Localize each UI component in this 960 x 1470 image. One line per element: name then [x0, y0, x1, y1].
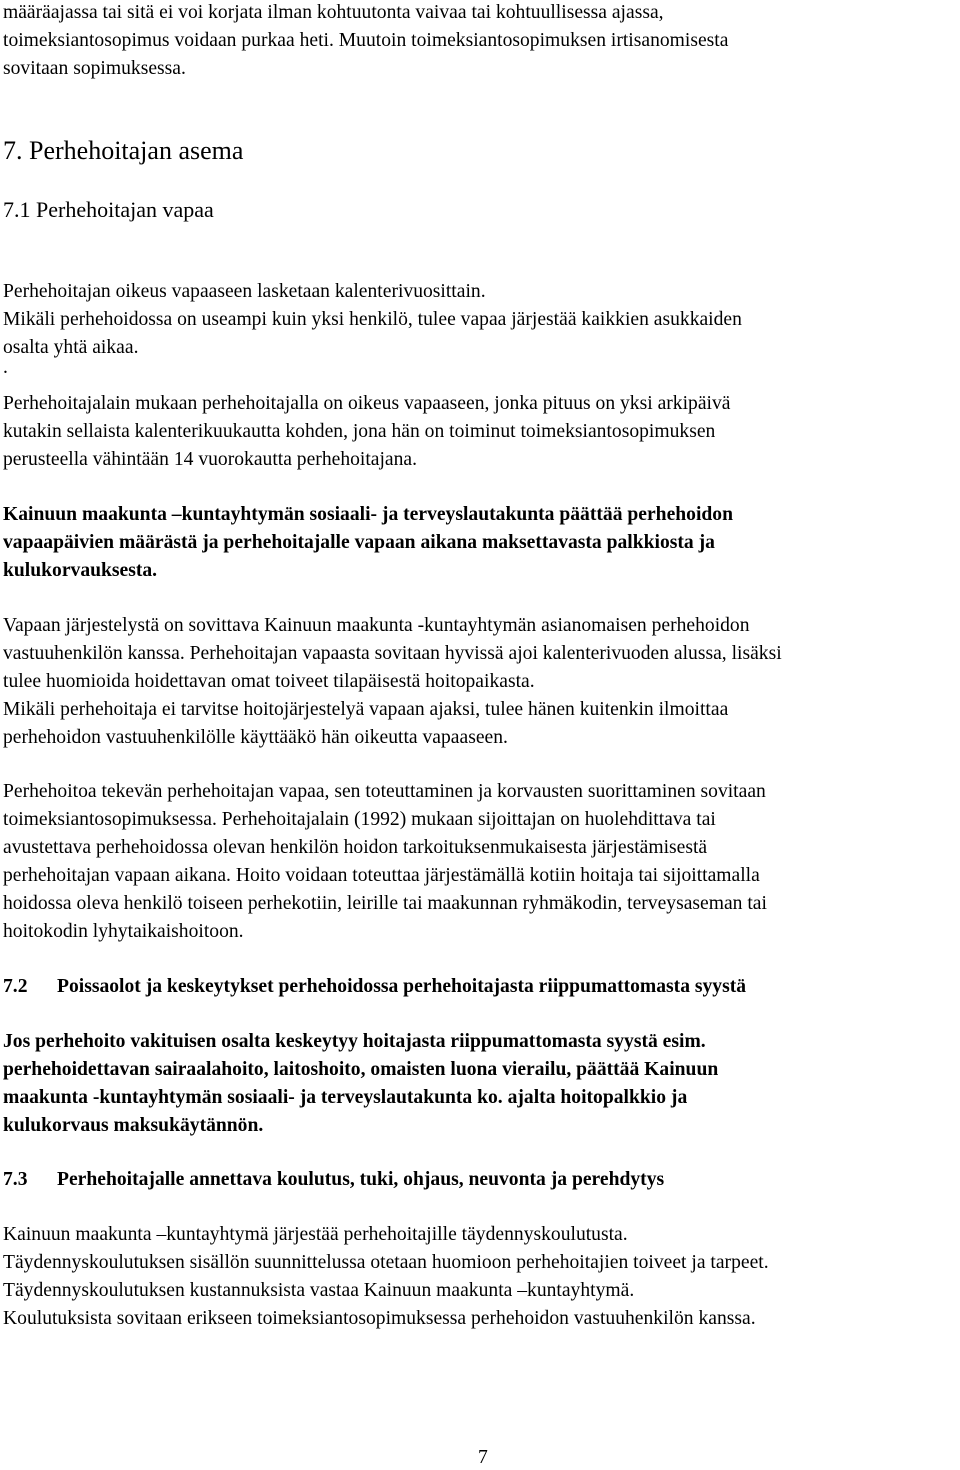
section-7-2-heading — [3, 975, 746, 999]
paragraph-line: hoitokodin lyhytaikaishoitoon. — [3, 921, 244, 942]
paragraph-line: Vapaan järjestelystä on sovittava Kainuun maakunta -kuntayhtymän asianomaisen perhehoidon — [3, 615, 750, 636]
page-number: 7 — [478, 1447, 488, 1468]
paragraph-line: avustettava perhehoidossa olevan henkilön hoidon tarkoituksenmukaisesta järjestämisestä — [3, 837, 708, 858]
bold-paragraph-line: maakunta -kuntayhtymän sosiaali- ja terveyslautakunta ko. ajalta hoitopalkkio ja — [3, 1087, 688, 1108]
paragraph-line: Mikäli perhehoidossa on useampi kuin yksi henkilö, tulee vapaa järjestää kaikkien asukkaiden — [3, 309, 742, 330]
paragraph-line: Perhehoitajan oikeus vapaaseen lasketaan kalenterivuosittain. — [3, 281, 486, 302]
paragraph-line: Kainuun maakunta –kuntayhtymä järjestää perhehoitajille täydennyskoulutusta. — [3, 1224, 628, 1245]
paragraph-line: Täydennyskoulutuksen kustannuksista vastaa Kainuun maakunta –kuntayhtymä. — [3, 1280, 635, 1301]
paragraph-line: perusteella vähintään 14 vuorokautta perhehoitajana. — [3, 449, 418, 470]
paragraph-line: Täydennyskoulutuksen sisällön suunnittelussa otetaan huomioon perhehoitajien toiveet ja tarpeet. — [3, 1252, 769, 1273]
intro-line: sovitaan sopimuksessa. — [3, 58, 186, 79]
paragraph-line: Koulutuksista sovitaan erikseen toimeksiantosopimuksessa perhehoidon vastuuhenkilön kanssa. — [3, 1308, 756, 1329]
paragraph-line: kutakin sellaista kalenterikuukautta kohden, jona hän on toiminut toimeksiantosopimuksen — [3, 421, 716, 442]
section-title: Poissaolot ja keskeytykset perhehoidossa perhehoitajasta riippumattomasta syystä — [57, 976, 747, 997]
intro-line: määräajassa tai sitä ei voi korjata ilman kohtuutonta vaivaa tai kohtuullisessa ajassa, — [3, 2, 664, 23]
paragraph-line: Mikäli perhehoitaja ei tarvitse hoitojärjestelyä vapaan ajaksi, tulee hänen kuitenkin ilmoittaa — [3, 699, 729, 720]
bold-paragraph-line: kulukorvaus maksukäytännön. — [3, 1115, 264, 1136]
paragraph-line: toimeksiantosopimuksessa. Perhehoitajalain (1992) mukaan sijoittajan on huolehdittava tai — [3, 809, 716, 830]
paragraph-line: perhehoitajan vapaan aikana. Hoito voidaan toteuttaa järjestämällä kotiin hoitaja tai sijoittamalla — [3, 865, 760, 886]
section-title: Perhehoitajalle annettava koulutus, tuki, ohjaus, neuvonta ja perehdytys — [57, 1169, 665, 1190]
section-number: 7.2 — [3, 976, 28, 997]
paragraph-line: hoidossa oleva henkilö toiseen perhekotiin, leirille tai maakunnan ryhmäkodin, terveysaseman tai — [3, 893, 767, 914]
paragraph-line: Perhehoitajalain mukaan perhehoitajalla on oikeus vapaaseen, jonka pituus on yksi arkipäivä — [3, 393, 731, 414]
paragraph-line: Perhehoitoa tekevän perhehoitajan vapaa, sen toteuttaminen ja korvausten suorittaminen sovitaan — [3, 781, 766, 802]
intro-line: toimeksiantosopimus voidaan purkaa heti. Muutoin toimeksiantosopimuksen irtisanomisesta — [3, 30, 729, 51]
bold-paragraph-line: kulukorvauksesta. — [3, 560, 158, 581]
paragraph-line: osalta yhtä aikaa. — [3, 337, 139, 358]
bold-paragraph-line: perhehoidettavan sairaalahoito, laitoshoito, omaisten luona vierailu, päättää Kainuun — [3, 1059, 719, 1080]
section-number: 7.3 — [3, 1169, 28, 1190]
paragraph-line: tulee huomioida hoidettavan omat toiveet tilapäisestä hoitopaikasta. — [3, 671, 535, 692]
paragraph-line: . — [3, 357, 8, 378]
section-7-1-heading: 7.1 Perhehoitajan vapaa — [3, 197, 214, 222]
bold-paragraph-line: vapaapäivien määrästä ja perhehoitajalle vapaan aikana maksettavasta palkkiosta ja — [3, 532, 715, 553]
paragraph-line: vastuuhenkilön kanssa. Perhehoitajan vapaasta sovitaan hyvissä ajoi kalenterivuoden alussa, lisäksi — [3, 643, 782, 664]
paragraph-line: perhehoidon vastuuhenkilölle käyttääkö hän oikeutta vapaaseen. — [3, 727, 508, 748]
section-7-heading: 7. Perhehoitajan asema — [3, 136, 244, 165]
section-7-3-heading — [3, 1168, 664, 1192]
bold-paragraph-line: Kainuun maakunta –kuntayhtymän sosiaali- ja terveyslautakunta päättää perhehoidon — [3, 504, 734, 525]
bold-paragraph-line: Jos perhehoito vakituisen osalta keskeytyy hoitajasta riippumattomasta syystä esim. — [3, 1031, 706, 1052]
